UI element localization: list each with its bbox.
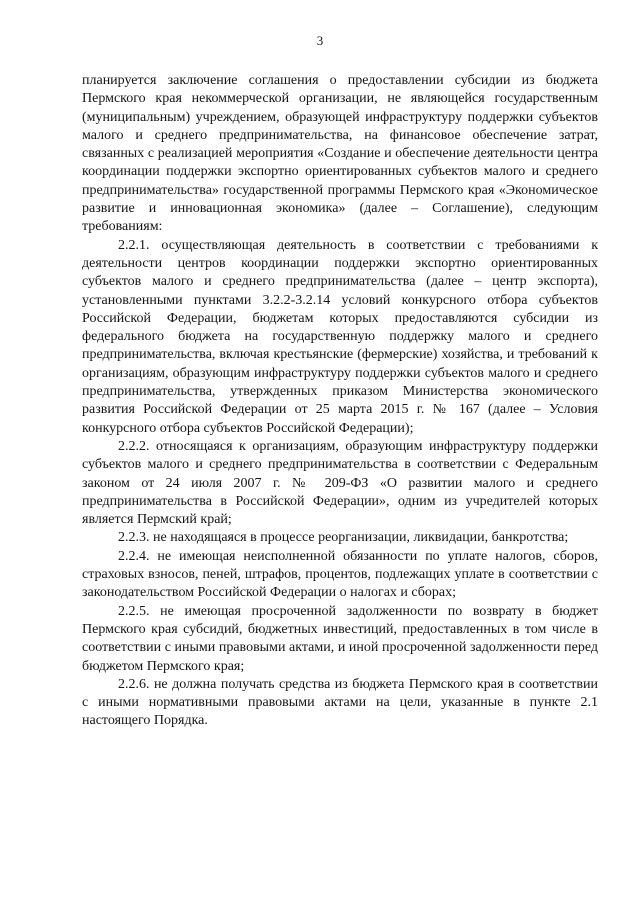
intro-paragraph: планируется заключение соглашения о предоставлении субсидии из бюджета Пермского края некоммерческой организации, не являющейся государственным (муниципальным) учреждением, образующей инфраструктуру поддержки субъектов малого и среднего предпринимательства, на финансовое обеспечение затрат, связанных с реализацией мероприятия «Создание и обеспечение деятельности центра координации поддержки экспортно ориентированных субъектов малого и среднего предпринимательства» государственной программы Пермского края «Экономическое развитие и инновационная экономика» (далее – Соглашение), следующим требованиям: bbox=[82, 73, 598, 235]
clause-2-2-6: 2.2.6. не должна получать средства из бюджета Пермского края в соответствии с иными нормативными правовыми актами на цели, указанные в пункте 2.1 настоящего Порядка. bbox=[82, 676, 598, 729]
clause-2-2-3: 2.2.3. не находящаяся в процессе реорганизации, ликвидации, банкротства; bbox=[118, 530, 569, 546]
clause-2-2-1: 2.2.1. осуществляющая деятельность в соответствии с требованиями к деятельности центров координации поддержки экспортно ориентированных субъектов малого и среднего предпринимательства (далее – центр экспорта), установленными пунктами 3.2.2-3.2.14 условий конкурсного отбора субъектов Российской Федерации, бюджетам которых предоставляются субсидии из федерального бюджета на государственную поддержку малого и среднего предпринимательства, включая крестьянские (фермерские) хозяйства, и требований к организациям, образующим инфраструктуру поддержки субъектов малого и среднего предпринимательства, утвержденных приказом Министерства экономического развития Российской Федерации от 25 марта 2015 г. № 167 (далее – Условия конкурсного отбора субъектов Российской Федерации); bbox=[82, 237, 598, 436]
clause-2-2-5: 2.2.5. не имеющая просроченной задолженности по возврату в бюджет Пермского края субсидий, бюджетных инвестиций, предоставленных в том числе в соответствии с иными правовыми актами, и иной просроченной задолженности перед бюджетом Пермского края; bbox=[82, 603, 598, 674]
page-number: 3 bbox=[316, 33, 324, 48]
document-body bbox=[82, 72, 598, 731]
clause-2-2-4: 2.2.4. не имеющая неисполненной обязанности по уплате налогов, сборов, страховых взносов, пеней, штрафов, процентов, подлежащих уплате в соответствии с законодательством Российской Федерации о налогах и сборах; bbox=[82, 548, 598, 601]
clause-2-2-2: 2.2.2. относящаяся к организациям, образующим инфраструктуру поддержки субъектов малого и среднего предпринимательства в соответствии с Федеральным законом от 24 июля 2007 г. № 209-ФЗ «О развитии малого и среднего предпринимательства в Российской Федерации», одним из учредителей которых является Пермский край; bbox=[82, 438, 598, 528]
